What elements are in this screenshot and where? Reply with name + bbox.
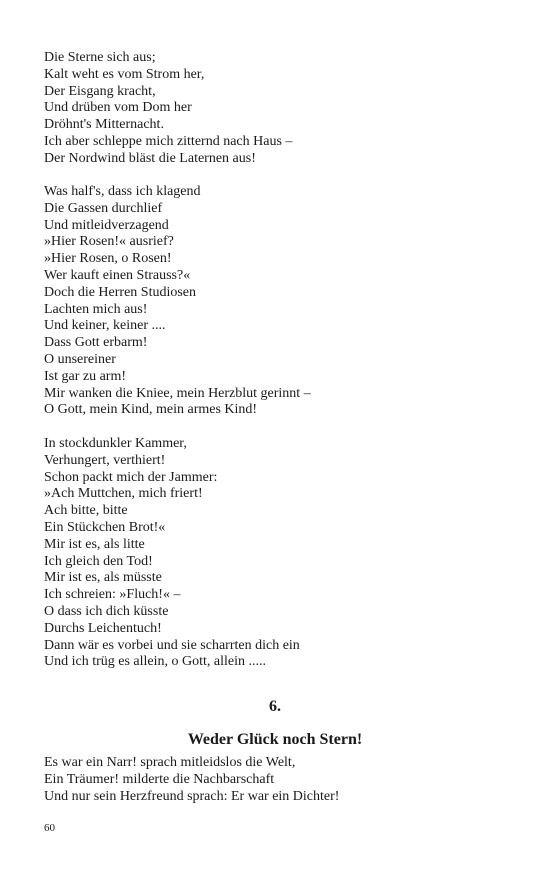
poem-line: Dröhnt's Mitternacht. bbox=[44, 117, 164, 133]
poem-line: Mir ist es, als litte bbox=[44, 536, 145, 552]
poem-line: Ich gleich den Tod! bbox=[44, 553, 153, 569]
poem-line: Doch die Herren Studiosen bbox=[44, 284, 197, 300]
poem-line: Ach bitte, bitte bbox=[44, 503, 128, 519]
poem-line: Dass Gott erbarm! bbox=[44, 335, 148, 351]
poem-line: Ist gar zu arm! bbox=[44, 368, 127, 384]
poem-line: Dann wär es vorbei und sie scharrten dich ein bbox=[44, 637, 300, 653]
poem-line: Verhungert, verthiert! bbox=[44, 452, 166, 468]
poem-line: In stockdunkler Kammer, bbox=[44, 436, 187, 451]
poem-line: Mir ist es, als müsste bbox=[44, 570, 162, 586]
poem-line: Es war ein Narr! sprach mitleidslos die Welt, bbox=[44, 755, 296, 770]
poem-stanza-4 bbox=[44, 755, 514, 805]
poem-stanza-2 bbox=[44, 184, 514, 419]
section-number: 6. bbox=[269, 698, 281, 715]
poem-line: Und nur sein Herzfreund sprach: Er war ein Dichter! bbox=[44, 788, 340, 804]
poem-line: Und drüben vom Dom her bbox=[44, 100, 192, 116]
poem-line: Ich schreien: »Fluch!« – bbox=[44, 587, 181, 603]
poem-line: Der Nordwind bläst die Laternen aus! bbox=[44, 150, 256, 166]
poem-line: Die Gassen durchlief bbox=[44, 200, 163, 216]
poem-line: Ich aber schleppe mich zitternd nach Haus – bbox=[44, 133, 293, 149]
poem-line: Der Eisgang kracht, bbox=[44, 83, 156, 99]
poem-line: Wer kauft einen Strauss?« bbox=[44, 267, 191, 283]
poem-line: Ein Träumer! milderte die Nachbarschaft bbox=[44, 771, 275, 787]
poem-line: Was half's, dass ich klagend bbox=[44, 184, 201, 199]
poem-stanza-1 bbox=[44, 50, 514, 168]
poem-line: Durchs Leichentuch! bbox=[44, 620, 162, 636]
poem-line: O unsereiner bbox=[44, 351, 116, 367]
poem-line: Und ich trüg es allein, o Gott, allein ..... bbox=[44, 654, 267, 670]
poem-line: Lachten mich aus! bbox=[44, 301, 148, 317]
poem-line: Und mitleidverzagend bbox=[44, 217, 169, 233]
poem-stanza-3 bbox=[44, 436, 514, 671]
poem-line: O dass ich dich küsste bbox=[44, 603, 169, 619]
poem-line: Mir wanken die Kniee, mein Herzblut gerinnt – bbox=[44, 385, 311, 401]
poem-line: »Hier Rosen!« ausrief? bbox=[44, 234, 174, 250]
page-number: 60 bbox=[44, 822, 55, 834]
poem-line: »Ach Muttchen, mich friert! bbox=[44, 486, 203, 502]
poem-line: »Hier Rosen, o Rosen! bbox=[44, 251, 172, 267]
poem-line: Kalt weht es vom Strom her, bbox=[44, 66, 205, 82]
poem-line: Und keiner, keiner .... bbox=[44, 318, 166, 334]
poem-line: Die Sterne sich aus; bbox=[44, 50, 156, 65]
poem-line: O Gott, mein Kind, mein armes Kind! bbox=[44, 402, 258, 418]
poem-line: Ein Stückchen Brot!« bbox=[44, 519, 166, 535]
section-title: Weder Glück noch Stern! bbox=[187, 731, 363, 748]
poem-line: Schon packt mich der Jammer: bbox=[44, 469, 218, 485]
